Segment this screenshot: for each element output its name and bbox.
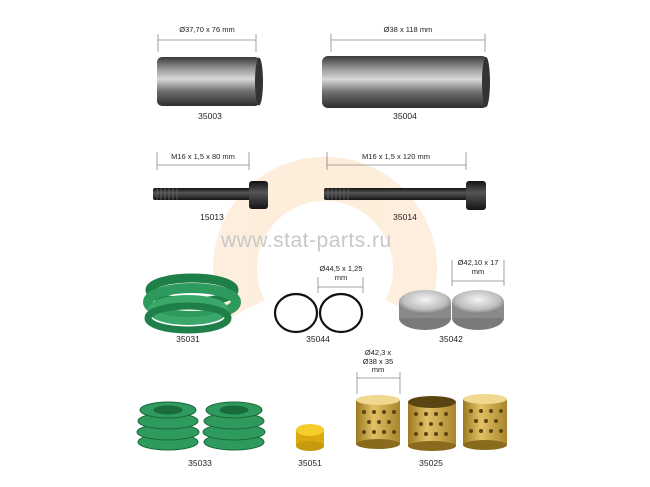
part-code-35042: 35042 [439,334,463,344]
pin-35004 [322,34,490,108]
part-code-35025: 35025 [419,458,443,468]
o-rings-35044 [275,277,363,332]
dimension-label-35025: Ø42,3 x Ø38 x 35 mm [362,348,394,375]
dimension-label-35004: Ø38 x 118 mm [383,25,433,34]
part-code-35003: 35003 [198,111,222,121]
watermark-text: www.stat-parts.ru [221,229,392,252]
dimension-label-15013: M16 x 1,5 x 80 mm [171,152,235,161]
part-code-35044: 35044 [306,334,330,344]
dimension-label-35042: Ø42,10 x 17 mm [457,258,499,276]
part-code-35033: 35033 [188,458,212,468]
bellows-35033 [137,402,265,450]
dimension-label-35044: Ø44,5 x 1,25 mm [319,264,363,282]
part-code-35051: 35051 [298,458,322,468]
part-code-35031: 35031 [176,334,200,344]
dimension-label-35014: M16 x 1,5 x 120 mm [362,152,430,161]
pin-35003 [157,34,263,106]
part-code-35014: 35014 [393,212,417,222]
dimension-label-35003: Ø37,70 x 76 mm [179,25,235,34]
seal-set-35031 [148,278,236,330]
bushings-35025 [356,372,507,451]
cap-35051 [296,424,324,451]
part-code-15013: 15013 [200,212,224,222]
part-code-35004: 35004 [393,111,417,121]
